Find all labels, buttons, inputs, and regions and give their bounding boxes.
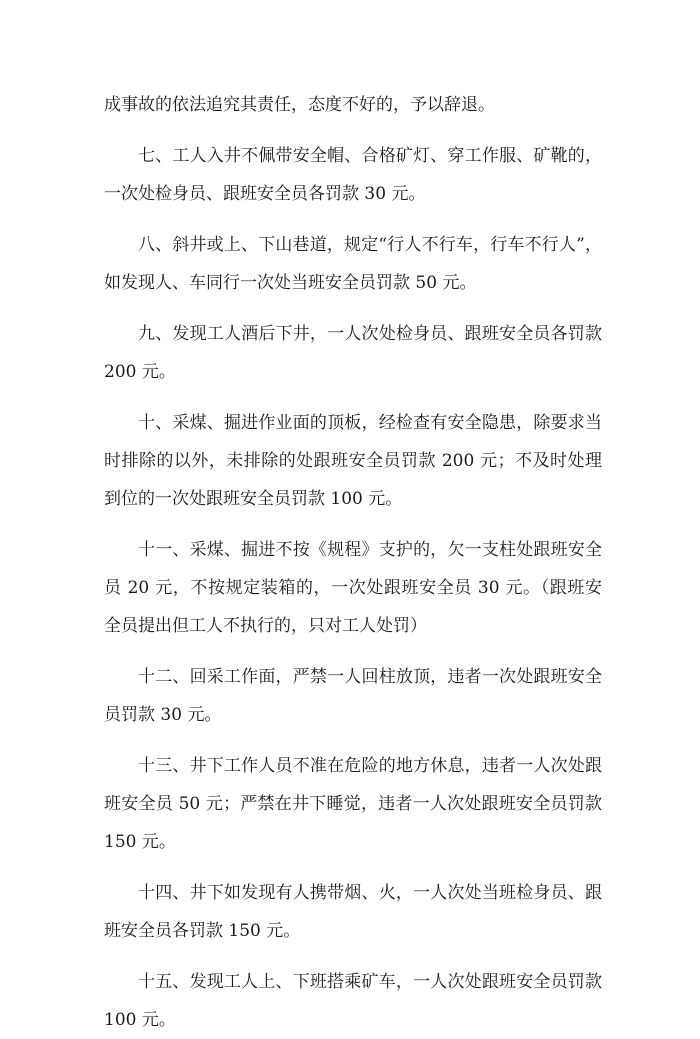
paragraph-rule-14: 十四、井下如发现有人携带烟、火，一人次处当班检身员、跟班安全员各罚款 150 元。: [104, 883, 602, 941]
paragraph-rule-10: 十、采煤、掘进作业面的顶板，经检查有安全隐患，除要求当时排除的以外，未排除的处跟班安全员罚款 200 元；不及时处理到位的一次处跟班安全员罚款 100 元。: [104, 413, 602, 509]
paragraph-rule-15: 十五、发现工人上、下班搭乘矿车，一人次处跟班安全员罚款 100 元。: [104, 972, 602, 1030]
paragraph-rule-9: 九、发现工人酒后下井，一人次处检身员、跟班安全员各罚款 200 元。: [104, 324, 602, 382]
paragraph-rule-11: 十一、采煤、掘进不按《规程》支护的，欠一支柱处跟班安全员 20 元，不按规定装箱的，一次处跟班安全员 30 元。（跟班安全员提出但工人不执行的，只对工人处罚）: [104, 540, 602, 636]
paragraph-rule-13: 十三、井下工作人员不准在危险的地方休息，违者一人次处跟班安全员 50 元；严禁在井下睡觉，违者一人次处跟班安全员罚款 150 元。: [104, 756, 602, 852]
paragraph-rule-7: 七、工人入井不佩带安全帽、合格矿灯、穿工作服、矿靴的，一次处检身员、跟班安全员各罚款 30 元。: [104, 146, 602, 204]
paragraph-rule-8: 八、斜井或上、下山巷道，规定“行人不行车，行车不行人”，如发现人、车同行一次处当班安全员罚款 50 元。: [104, 235, 602, 293]
paragraph-continuation: 成事故的依法追究其责任，态度不好的，予以辞退。: [104, 95, 495, 115]
paragraph-rule-12: 十二、回采工作面，严禁一人回柱放顶，违者一次处跟班安全员罚款 30 元。: [104, 667, 602, 725]
